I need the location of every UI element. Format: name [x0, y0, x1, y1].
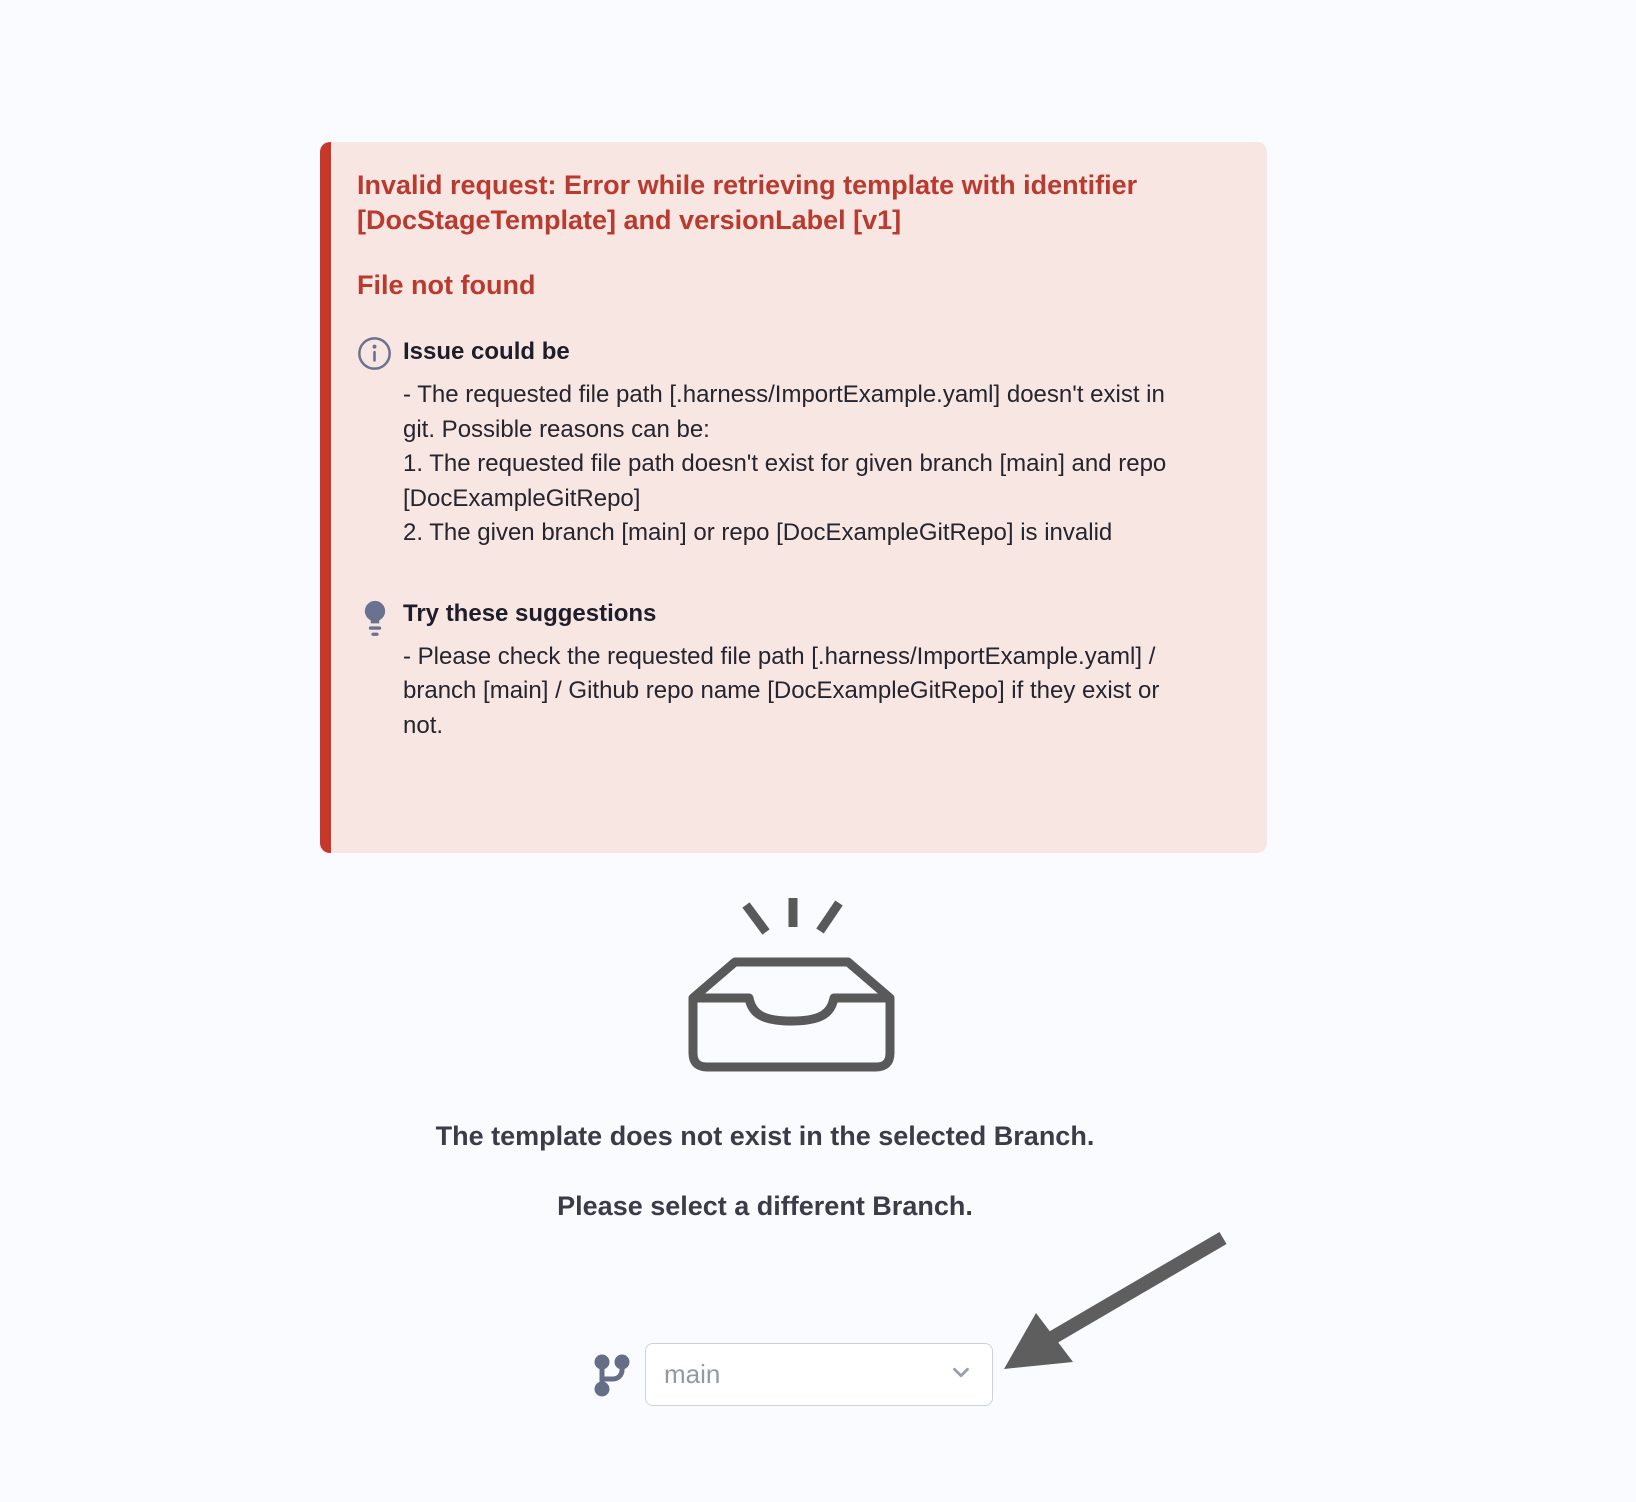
text-line: - The requested file path [.harness/ImportExample.yaml] doesn't exist in git. Possible reasons can be: [403, 381, 1165, 443]
error-banner [320, 142, 1267, 853]
lightbulb-icon [357, 598, 403, 638]
error-banner-title: Invalid request: Error while retrieving template with identifier [DocStageTemplate] and versionLabel [v1] [357, 170, 1138, 235]
empty-state-heading: The template does not exist in the selected Branch. [435, 1121, 1095, 1151]
suggestions-section [357, 597, 1237, 744]
info-icon [357, 336, 403, 371]
chevron-down-icon[interactable] [948, 1359, 974, 1390]
text-line: 2. The given branch [main] or repo [DocExampleGitRepo] is invalid [403, 519, 1113, 546]
text-line: 1. The requested file path doesn't exist for given branch [main] and repo [DocExampleGitRepo] [403, 450, 1167, 512]
suggestions-body [403, 640, 1198, 744]
branch-select[interactable] [645, 1343, 993, 1406]
issue-body [403, 378, 1198, 551]
suggestions-heading: Try these suggestions [403, 599, 657, 627]
issue-section [357, 335, 1237, 551]
issue-heading: Issue could be [403, 338, 570, 365]
error-banner-subtitle: File not found [357, 270, 536, 300]
branch-select-value: main [664, 1359, 721, 1389]
empty-state-subheading: Please select a different Branch. [557, 1191, 973, 1221]
text-line: - Please check the requested file path [.harness/ImportExample.yaml] / branch [main] / Github repo name [DocExampleGitRepo] if they exist or not. [403, 642, 1160, 739]
